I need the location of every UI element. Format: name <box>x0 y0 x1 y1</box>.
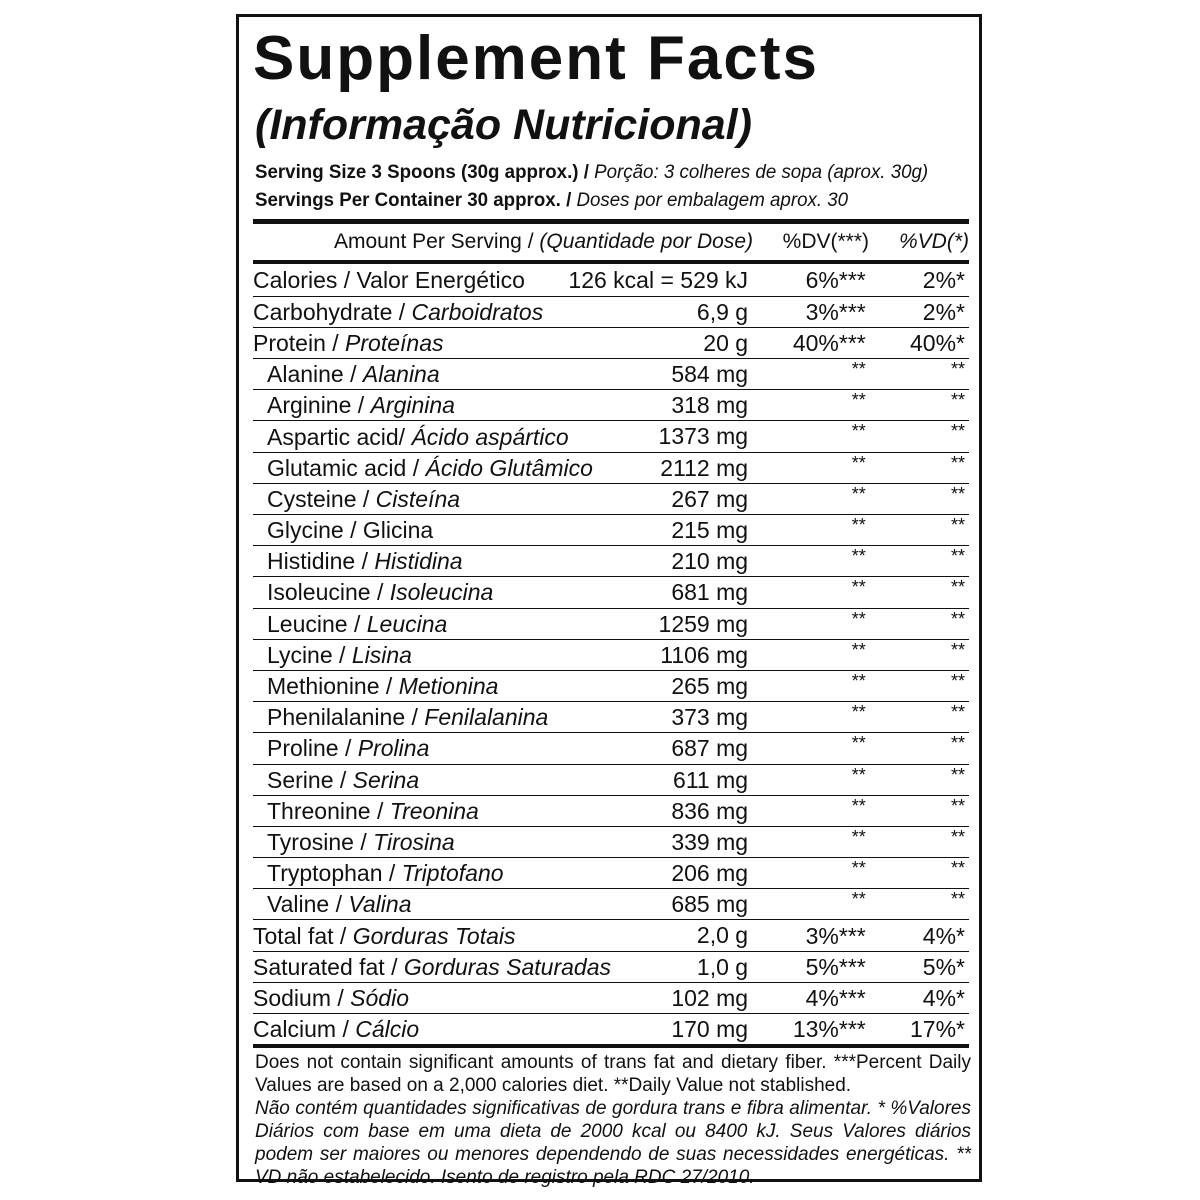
nutrient-vd: 5%* <box>868 951 969 982</box>
nutrient-name-pt: Cisteína <box>375 485 461 512</box>
nutrient-amount: 1,0 g <box>696 953 749 980</box>
nutrient-name-pt: Isoleucina <box>389 579 494 606</box>
nutrient-amount: 2,0 g <box>696 922 749 949</box>
nutrient-row <box>253 390 969 421</box>
nutrient-dv: ** <box>748 889 868 920</box>
nutrient-dv: ** <box>748 858 868 889</box>
nutrient-name-pt: Carboidratos <box>411 298 544 325</box>
footnote-en: Does not contain significant amounts of trans fat and dietary fiber. ***Percent Daily Values are based on a 2,000 calories diet. **Daily Value not stablished. <box>255 1052 971 1096</box>
nutrient-row <box>253 764 969 795</box>
nutrient-name-en: Sodium / <box>253 984 344 1011</box>
nutrient-dv: ** <box>748 795 868 826</box>
nutrient-vd: ** <box>868 359 969 390</box>
nutrient-name <box>253 920 748 951</box>
nutrient-name-pt: Glicina <box>362 517 434 544</box>
nutrient-vd: ** <box>868 546 969 577</box>
nutrient-name-en: Serine / <box>267 766 347 793</box>
nutrient-dv: ** <box>748 390 868 421</box>
nutrient-name-en: Cysteine / <box>267 485 370 512</box>
footnote-pt: Não contém quantidades significativas de gordura trans e fibra alimentar. * %Valores Diários com base em uma dieta de 2000 kcal ou 8400 kJ. Seus Valores diários podem ser maiores ou menores dependendo de suas necessidades energéticas. ** VD não estabelecido. Isento de registro pela RDC 27/2010. <box>255 1098 971 1188</box>
nutrient-row <box>253 920 969 951</box>
nutrient-name-pt: Sódio <box>350 984 409 1011</box>
nutrient-amount: 210 mg <box>671 548 749 575</box>
nutrient-name-pt: Metionina <box>398 673 499 700</box>
nutrient-amount: 1373 mg <box>658 423 749 450</box>
nutrient-name <box>253 327 748 358</box>
nutrient-row <box>253 1014 969 1045</box>
nutrient-row <box>253 608 969 639</box>
nutrient-vd: ** <box>868 702 969 733</box>
nutrient-name-en: Total fat / <box>253 922 347 949</box>
nutrient-row <box>253 546 969 577</box>
nutrient-name-en: Calcium / <box>253 1016 349 1043</box>
nutrient-dv: ** <box>748 702 868 733</box>
supplement-facts-panel <box>236 14 982 1188</box>
nutrient-vd: ** <box>868 826 969 857</box>
label-title: Supplement Facts <box>253 24 819 93</box>
nutrient-dv: ** <box>748 483 868 514</box>
nutrient-vd: ** <box>868 390 969 421</box>
nutrient-row <box>253 452 969 483</box>
nutrient-vd: ** <box>868 577 969 608</box>
column-header <box>253 225 969 259</box>
nutrient-name-pt: Leucina <box>366 610 448 637</box>
nutrient-name-en: Leucine / <box>267 610 361 637</box>
nutrient-row <box>253 265 969 296</box>
nutrient-amount: 102 mg <box>671 984 749 1011</box>
nutrient-name-pt: Cálcio <box>355 1016 420 1043</box>
nutrient-row <box>253 577 969 608</box>
nutrient-vd: ** <box>868 639 969 670</box>
nutrient-name-pt: Tirosina <box>373 828 455 855</box>
serving-size <box>255 159 928 185</box>
nutrient-row <box>253 421 969 452</box>
nutrient-dv: ** <box>748 670 868 701</box>
nutrient-name-pt: Serina <box>352 766 420 793</box>
servings-per-container-en: Servings Per Container 30 approx. / <box>255 189 572 211</box>
nutrient-name-en: Glycine / <box>267 517 357 544</box>
nutrient-row <box>253 733 969 764</box>
nutrient-row <box>253 515 969 546</box>
nutrient-name-en: Proline / <box>267 735 352 762</box>
nutrient-vd: ** <box>868 608 969 639</box>
nutrient-row <box>253 327 969 358</box>
nutrient-dv: 13%*** <box>792 1016 866 1043</box>
nutrient-vd: 2%* <box>868 296 969 327</box>
nutrient-name-pt: Proteínas <box>345 329 444 356</box>
nutrient-name-en: Carbohydrate / <box>253 298 406 325</box>
nutrient-dv: ** <box>748 546 868 577</box>
nutrient-vd: ** <box>868 452 969 483</box>
nutrient-dv: ** <box>748 515 868 546</box>
thick-divider-bottom <box>253 1044 969 1048</box>
nutrient-amount: 215 mg <box>671 517 749 543</box>
thick-divider-middle <box>253 260 969 264</box>
nutrient-dv: 6%*** <box>748 265 868 296</box>
nutrient-row <box>253 889 969 920</box>
nutrient-vd: 4%* <box>868 982 969 1013</box>
nutrient-dv: ** <box>748 359 868 390</box>
nutrient-name-en: Lycine / <box>267 641 346 668</box>
nutrient-amount: 1106 mg <box>660 641 749 668</box>
nutrient-name-pt: Alanina <box>362 361 440 388</box>
nutrient-vd: ** <box>868 421 969 452</box>
servings-per-container <box>255 187 848 213</box>
dv-header: %DV(***) <box>782 230 869 253</box>
nutrient-row <box>253 826 969 857</box>
nutrient-name-pt: Valor Energético <box>356 267 525 294</box>
amount-per-serving-header <box>334 225 753 259</box>
servings-per-container-pt: Doses por embalagem aprox. 30 <box>576 189 849 211</box>
nutrient-name-pt: Fenilalanina <box>424 704 549 731</box>
nutrient-amount: 687 mg <box>671 735 749 762</box>
nutrient-vd: ** <box>868 515 969 546</box>
nutrient-row <box>253 982 969 1013</box>
nutrient-dv: ** <box>748 608 868 639</box>
nutrient-name-en: Histidine / <box>267 548 368 575</box>
nutrient-dv: ** <box>748 733 868 764</box>
nutrient-dv: ** <box>748 826 868 857</box>
amount-per-serving-en: Amount Per Serving / <box>333 230 534 253</box>
nutrient-row <box>253 359 969 390</box>
footnote <box>255 1051 971 1189</box>
nutrient-dv: ** <box>748 764 868 795</box>
nutrient-vd: ** <box>868 670 969 701</box>
nutrient-name-en: Alanine / <box>267 361 357 388</box>
nutrient-row <box>253 670 969 701</box>
amount-per-serving-pt: (Quantidade por Dose) <box>539 230 753 253</box>
nutrient-amount: 1259 mg <box>658 610 749 637</box>
nutrient-name-en: Tyrosine / <box>267 828 367 855</box>
nutrient-name-en: Valine / <box>267 891 343 918</box>
nutrient-name-pt: Arginina <box>370 392 455 419</box>
nutrient-amount: 206 mg <box>671 860 749 887</box>
nutrient-table <box>253 265 969 1045</box>
nutrient-amount: 584 mg <box>671 361 749 388</box>
nutrient-row <box>253 483 969 514</box>
nutrient-amount: 685 mg <box>671 891 749 918</box>
nutrient-name <box>253 296 748 327</box>
nutrient-name-pt: Gorduras Saturadas <box>403 953 611 980</box>
nutrient-dv: ** <box>748 639 868 670</box>
nutrient-name-en: Threonine / <box>267 797 384 824</box>
serving-size-en: Serving Size 3 Spoons (30g approx.) / <box>255 161 589 183</box>
nutrient-dv: ** <box>748 452 868 483</box>
nutrient-vd: 40%* <box>868 327 969 358</box>
nutrient-name-en: Calories / <box>253 267 351 294</box>
nutrient-amount: 6,9 g <box>696 298 749 325</box>
nutrient-row <box>253 639 969 670</box>
nutrient-vd: ** <box>868 858 969 889</box>
nutrient-amount: 836 mg <box>671 797 749 824</box>
nutrient-dv: 40%*** <box>748 327 868 358</box>
nutrient-row <box>253 951 969 982</box>
nutrient-dv: 4%*** <box>748 982 868 1013</box>
nutrient-amount: 126 kcal = 529 kJ <box>568 267 749 293</box>
nutrient-name-pt: Valina <box>348 891 412 918</box>
nutrient-vd: ** <box>868 764 969 795</box>
nutrient-name-en: Saturated fat / <box>253 953 398 980</box>
nutrient-amount: 170 mg <box>671 1016 749 1042</box>
nutrient-row <box>253 858 969 889</box>
nutrient-amount: 318 mg <box>671 392 749 419</box>
nutrient-vd: ** <box>868 733 969 764</box>
vd-header: %VD(*) <box>898 230 969 253</box>
nutrient-name-en: Aspartic acid/ <box>267 423 406 450</box>
nutrient-row <box>253 702 969 733</box>
nutrient-vd: 2%* <box>868 265 969 296</box>
nutrient-name-pt: Treonina <box>389 797 479 824</box>
nutrient-row <box>253 795 969 826</box>
nutrient-name-pt: Ácido aspártico <box>411 423 569 450</box>
nutrient-name-en: Arginine / <box>267 392 365 419</box>
nutrient-name-en: Phenilalanine / <box>267 704 418 731</box>
label-subtitle: (Informação Nutricional) <box>255 101 752 149</box>
nutrient-name-en: Tryptophan / <box>267 860 396 887</box>
nutrient-dv: ** <box>748 421 868 452</box>
nutrient-name-pt: Prolina <box>357 735 430 762</box>
nutrient-amount: 265 mg <box>671 672 749 699</box>
nutrient-name-pt: Histidina <box>374 548 463 575</box>
nutrient-amount: 20 g <box>703 329 749 356</box>
serving-size-pt: Porção: 3 colheres de sopa (aprox. 30g) <box>594 161 929 183</box>
nutrient-dv: 5%*** <box>748 951 868 982</box>
nutrient-amount: 611 mg <box>673 766 749 793</box>
nutrient-name-en: Glutamic acid / <box>267 454 420 481</box>
nutrient-vd: ** <box>868 795 969 826</box>
nutrient-vd: 17%* <box>910 1016 965 1043</box>
nutrient-vd: ** <box>868 889 969 920</box>
nutrient-amount: 681 mg <box>671 579 749 606</box>
nutrient-name-pt: Triptofano <box>401 860 504 887</box>
nutrient-name-en: Isoleucine / <box>267 579 384 606</box>
nutrient-row <box>253 296 969 327</box>
nutrient-amount: 267 mg <box>671 485 749 512</box>
nutrient-amount: 339 mg <box>671 828 749 855</box>
nutrient-amount: 2112 mg <box>660 454 749 481</box>
nutrient-dv: 3%*** <box>748 920 868 951</box>
nutrient-name <box>253 951 748 982</box>
nutrient-dv: ** <box>748 577 868 608</box>
nutrient-name-en: Protein / <box>253 329 339 356</box>
thick-divider-top <box>253 219 969 224</box>
nutrient-dv: 3%*** <box>748 296 868 327</box>
nutrient-name-pt: Gorduras Totais <box>352 922 516 949</box>
nutrient-name-pt: Lisina <box>351 641 412 668</box>
nutrient-vd: ** <box>868 483 969 514</box>
nutrient-name-pt: Ácido Glutâmico <box>425 454 593 481</box>
nutrient-vd: 4%* <box>868 920 969 951</box>
nutrient-amount: 373 mg <box>671 704 749 731</box>
nutrient-name-en: Methionine / <box>267 673 393 700</box>
